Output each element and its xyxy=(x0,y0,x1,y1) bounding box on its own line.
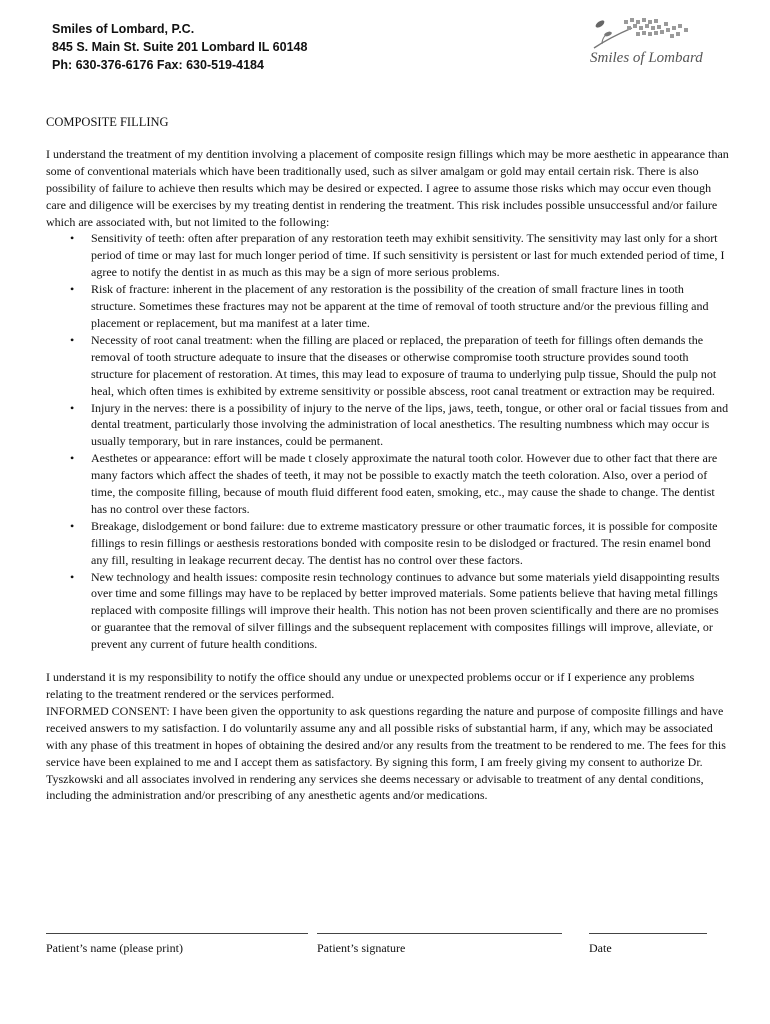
patient-name-field[interactable] xyxy=(46,925,308,956)
risk-item-appearance: • Aesthetes or appearance: effort will be made t closely approximate the natural tooth color. However due to other fact that there are many factors which affect the shades of teeth, it may not be possible to exactly match the teeth coloration. Also, over a period of time, the composite filling, because of mouth fluid different food eaten, smoking, etc., may cause the shade to change. The dentist has no control over these factors. xyxy=(91,450,730,518)
practice-address: 845 S. Main St. Suite 201 Lombard IL 60148 xyxy=(52,40,308,54)
informed-consent-paragraph: INFORMED CONSENT: I have been given the opportunity to ask questions regarding the nature and purpose of composite fillings and have received answers to my satisfaction. I do voluntarily assume any and all possible risks of substantial harm, if any, which may be associated with any phase of this treatment in hopes of obtaining the desired and/or any results from the treatment to be rendered to me. The fees for this service have been explained to me and I accept them as satisfactory. By signing this form, I am freely giving my consent to authorize Dr. Tyszkowski and all associates involved in rendering any services she deems necessary or advisable to treatment of any dental conditions, including the administration and/or prescribing of any anesthetic agents and/or medications. xyxy=(46,703,726,803)
risk-item-sensitivity: • Sensitivity of teeth: often after preparation of any restoration teeth may exhibit sensitivity. The sensitivity may last only for a short period of time or may last for much longer period of time. If such sensitivity is persistent or last for much extended period of time, I agree to notify the dentist in as much as this may be a sign of more serious problems. xyxy=(91,230,730,281)
tree-logo-icon xyxy=(584,14,724,54)
patient-signature-label: Patient’s signature xyxy=(317,941,406,955)
risk-item-fracture: • Risk of fracture: inherent in the placement of any restoration is the possibility of the creation of small fracture lines in tooth structure. Sometimes these fractures may not be apparent at the time of removal of tooth structure and/or the previous filling and placement or replacement, but ma manifest at a later time. xyxy=(91,281,730,332)
practice-header xyxy=(52,20,307,74)
risk-item-breakage: • Breakage, dislodgement or bond failure: due to extreme masticatory pressure or other traumatic forces, it is possible for composite fillings to resin fillings or aesthesis restorations bonded with composite resin to be dislodged or fractured. The resin enamel bond any fill, resulting in leakage recurrent decay. The dentist has no control over these factors. xyxy=(91,518,730,569)
practice-name: Smiles of Lombard, P.C. xyxy=(52,22,195,36)
date-field[interactable] xyxy=(589,925,707,956)
patient-name-line[interactable] xyxy=(46,925,308,934)
practice-logo xyxy=(584,14,724,74)
document-body xyxy=(46,114,730,804)
practice-phone-fax: Ph: 630-376-6176 Fax: 630-519-4184 xyxy=(52,58,264,72)
risk-item-root-canal: • Necessity of root canal treatment: when the filling are placed or replaced, the preparation of teeth for fillings often demands the removal of tooth structure adequate to insure that the diseases or otherwise compromise tooth structure provides sound tooth structure for placement of restoration. At times, this may lead to exposure of trauma to underlying pulp tissue, Should the pulp not heal, which often times is exhibited by extreme sensitivity or possible abscess, root canal treatment or extraction may be required. xyxy=(91,332,730,400)
logo-text: Smiles of Lombard xyxy=(590,50,703,66)
risk-item-technology: • New technology and health issues: composite resin technology continues to advance but some materials yield disappointing results over time and some fillings may have to be replaced by better improved materials. Some patients believe that having metal fillings replaced with composite fillings will improve their health. This notion has not been proven scientifically and there are no promises or guarantee that the removal of silver fillings and the subsequent replacement with composites fillings will improve, alleviate, or prevent any current of future health conditions. xyxy=(91,569,730,654)
patient-name-label: Patient’s name (please print) xyxy=(46,941,183,955)
intro-paragraph: I understand the treatment of my dentition involving a placement of composite resign fillings which may be more aesthetic in appearance than some of conventional materials which have been traditionally used, such as silver amalgam or gold may entail certain risk. There is also possibility of failure to achieve then results which may be desired or expected. I agree to assume those risks which may occur even though care and diligence will be exercises by my treating dentist in rendering the treatment. This risk includes possible unsuccessful and/or failure which are associated with, but not limited to the following: xyxy=(46,146,729,229)
risk-item-nerve-injury: • Injury in the nerves: there is a possibility of injury to the nerve of the lips, jaws, teeth, tongue, or other oral or facial tissues from and dental treatment, particularly those involving the administration of local anesthetics. The resulting numbness which may occur is usually temporary, but in rare instances, could be permanent. xyxy=(91,400,730,451)
document-title: COMPOSITE FILLING xyxy=(46,115,169,129)
date-label: Date xyxy=(589,941,612,955)
risk-list xyxy=(46,230,730,653)
section-gap xyxy=(46,653,730,669)
date-line[interactable] xyxy=(589,925,707,934)
patient-signature-field[interactable] xyxy=(317,925,562,956)
responsibility-paragraph: I understand it is my responsibility to notify the office should any undue or unexpected problems occur or if I experience any problems relating to the treatment rendered or the services performed. xyxy=(46,670,695,701)
patient-signature-line[interactable] xyxy=(317,925,562,934)
